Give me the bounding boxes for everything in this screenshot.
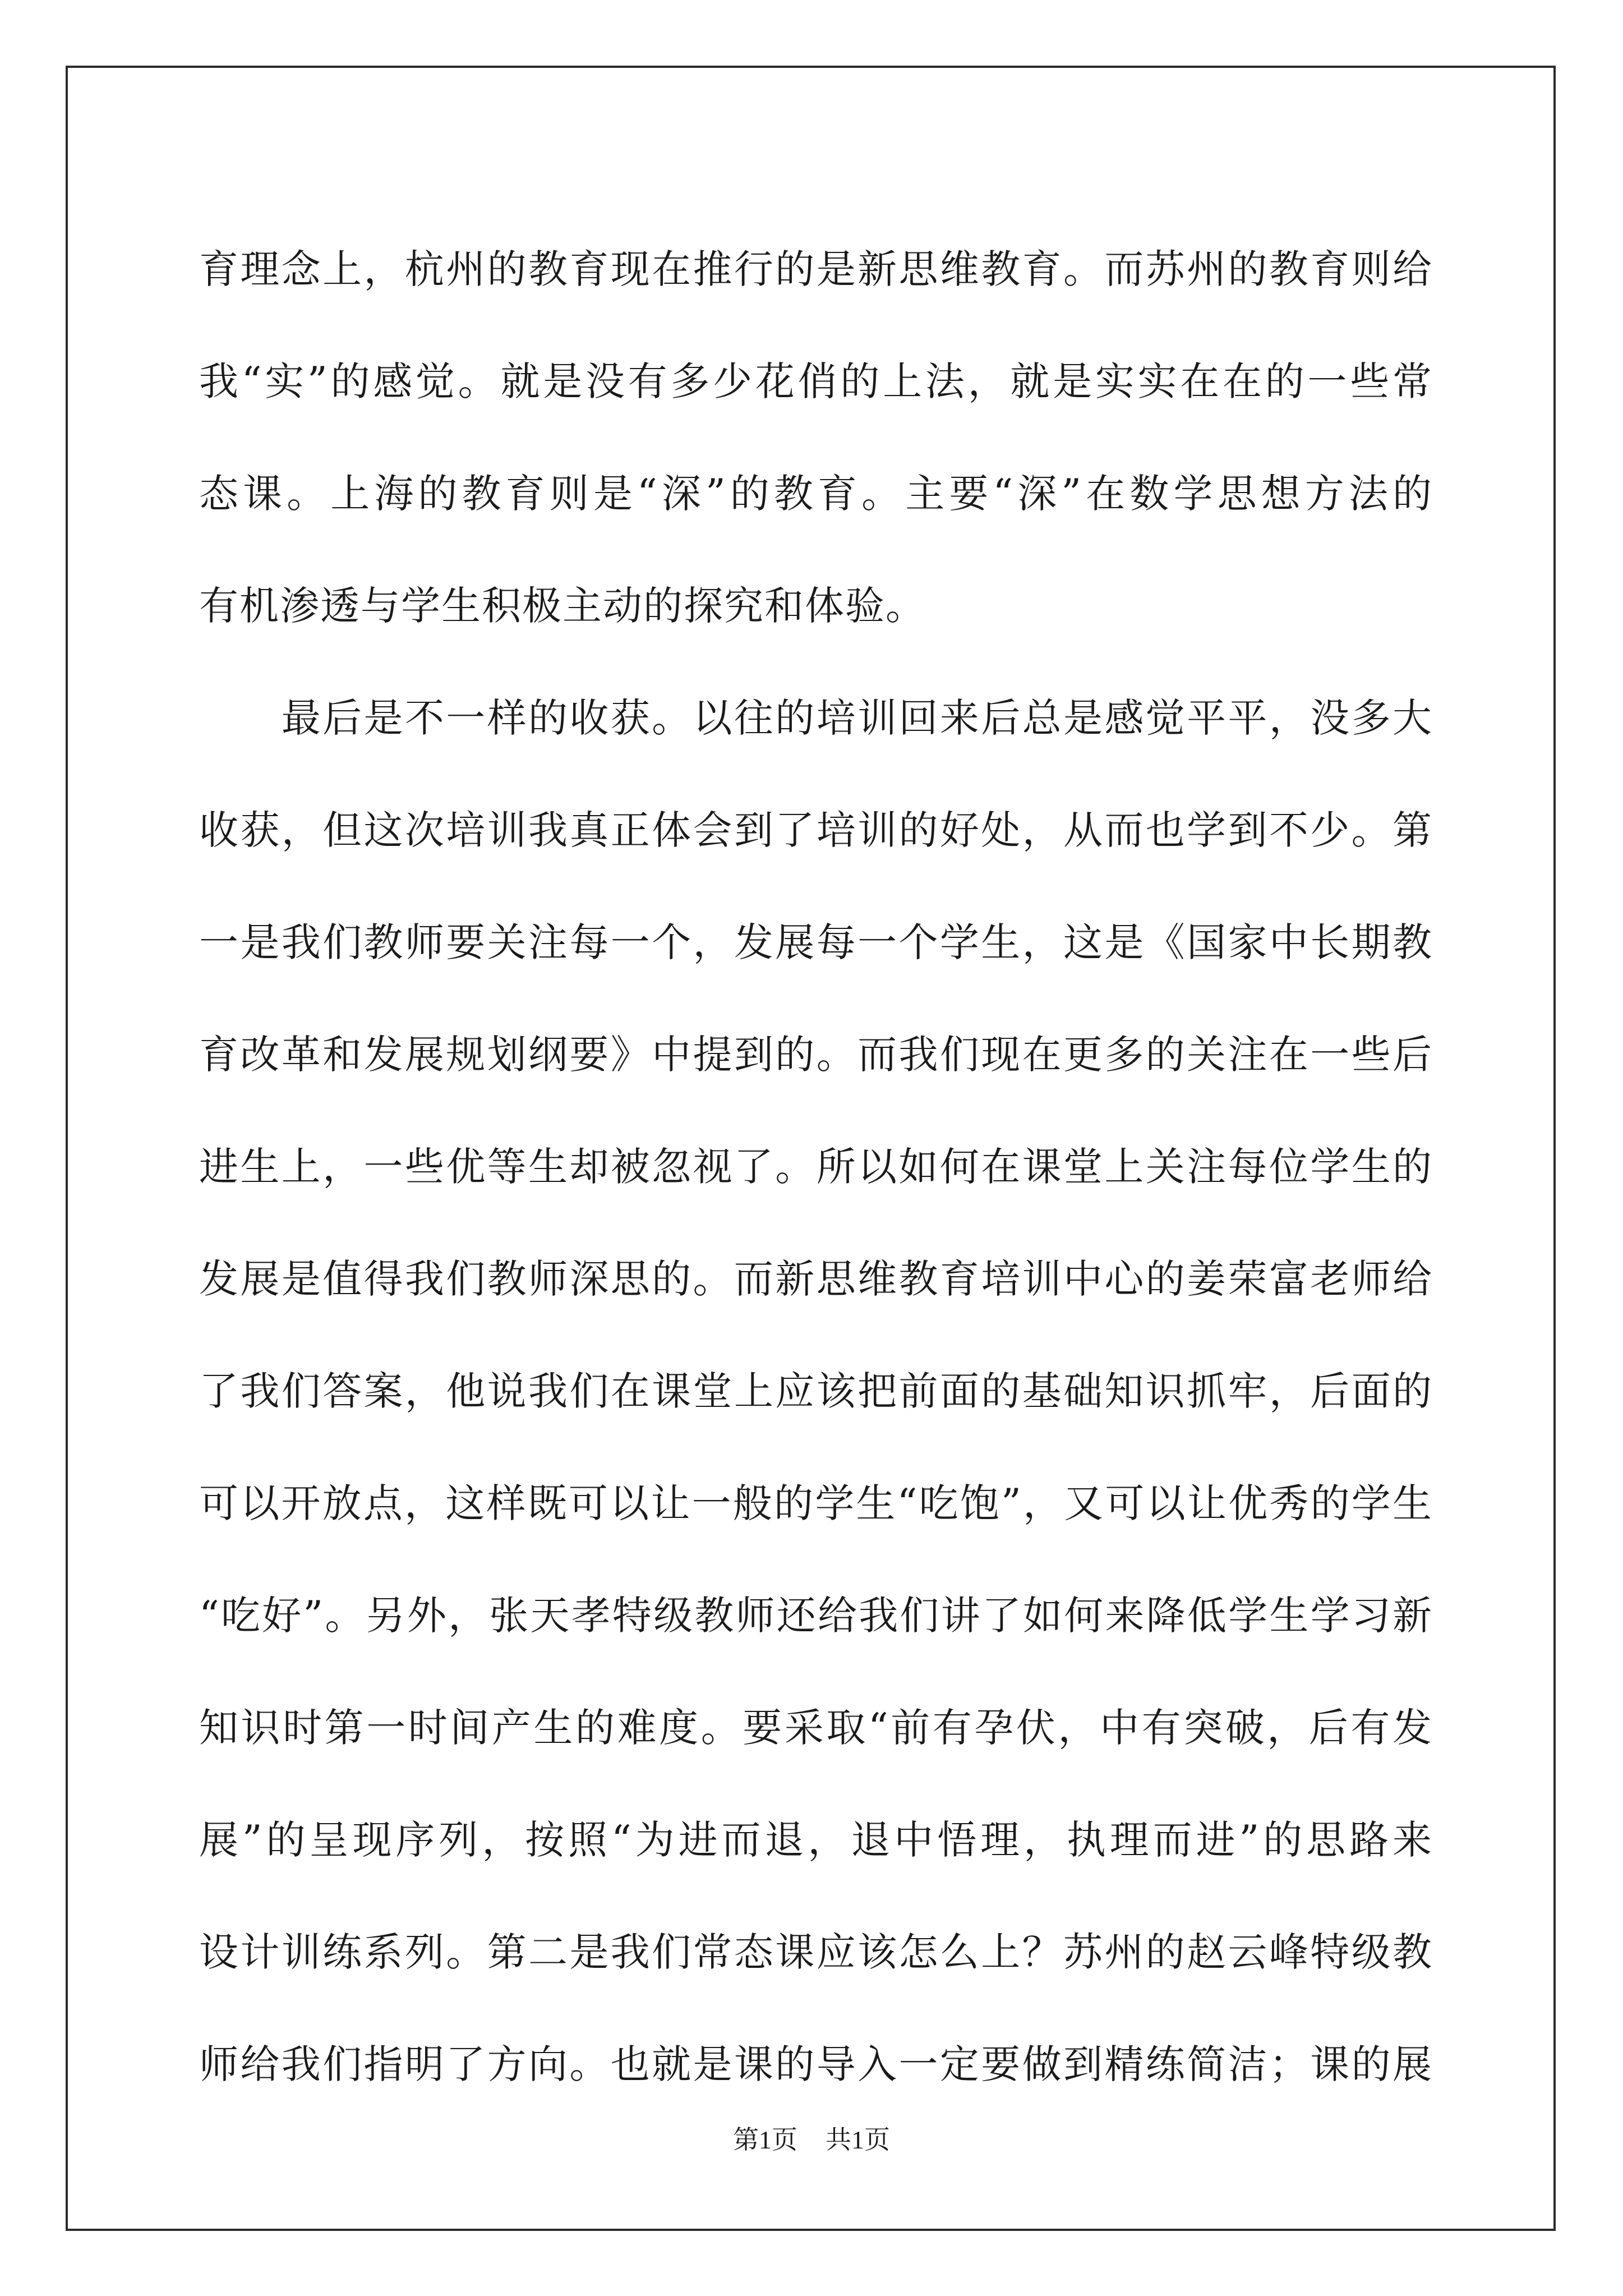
text-line: 态课。上海的教育则是“深”的教育。主要“深”在数学思想方法的 bbox=[199, 471, 1433, 517]
page-footer bbox=[0, 2119, 1623, 2156]
text-line: 有机渗透与学生积极主动的探究和体验。 bbox=[199, 583, 926, 629]
text-line: 育改革和发展规划纲要》中提到的。而我们现在更多的关注在一些后 bbox=[199, 1032, 1433, 1078]
text-line: 育理念上，杭州的教育现在推行的是新思维教育。而苏州的教育则给 bbox=[199, 246, 1433, 292]
text-line: 发展是值得我们教师深思的。而新思维教育培训中心的姜荣富老师给 bbox=[199, 1256, 1433, 1302]
text-line: 师给我们指明了方向。也就是课的导入一定要做到精练简洁；课的展 bbox=[199, 2041, 1433, 2087]
text-line: 我“实”的感觉。就是没有多少花俏的上法，就是实实在在的一些常 bbox=[199, 358, 1433, 404]
text-line: 了我们答案，他说我们在课堂上应该把前面的基础知识抓牢，后面的 bbox=[199, 1368, 1433, 1414]
page-total: 共1页 bbox=[826, 2125, 890, 2154]
text-line: 展”的呈现序列，按照“为进而退，退中悟理，执理而进”的思路来 bbox=[199, 1817, 1433, 1863]
page-number: 第1页 bbox=[733, 2125, 797, 2154]
text-line: 最后是不一样的收获。以往的培训回来后总是感觉平平，没多大 bbox=[199, 695, 1433, 741]
text-line: 设计训练系列。第二是我们常态课应该怎么上？苏州的赵云峰特级教 bbox=[199, 1929, 1433, 1975]
text-line: 收获，但这次培训我真正体会到了培训的好处，从而也学到不少。第 bbox=[199, 807, 1433, 853]
text-line: 可以开放点，这样既可以让一般的学生“吃饱”，又可以让优秀的学生 bbox=[199, 1480, 1433, 1526]
text-line: 一是我们教师要关注每一个，发展每一个学生，这是《国家中长期教 bbox=[199, 919, 1433, 965]
text-line: 进生上，一些优等生却被忽视了。所以如何在课堂上关注每位学生的 bbox=[199, 1144, 1433, 1190]
document-body bbox=[199, 213, 1433, 2120]
text-line: 知识时第一时间产生的难度。要采取“前有孕伏，中有突破，后有发 bbox=[199, 1705, 1433, 1751]
text-line: “吃好”。另外，张天孝特级教师还给我们讲了如何来降低学生学习新 bbox=[199, 1593, 1433, 1639]
